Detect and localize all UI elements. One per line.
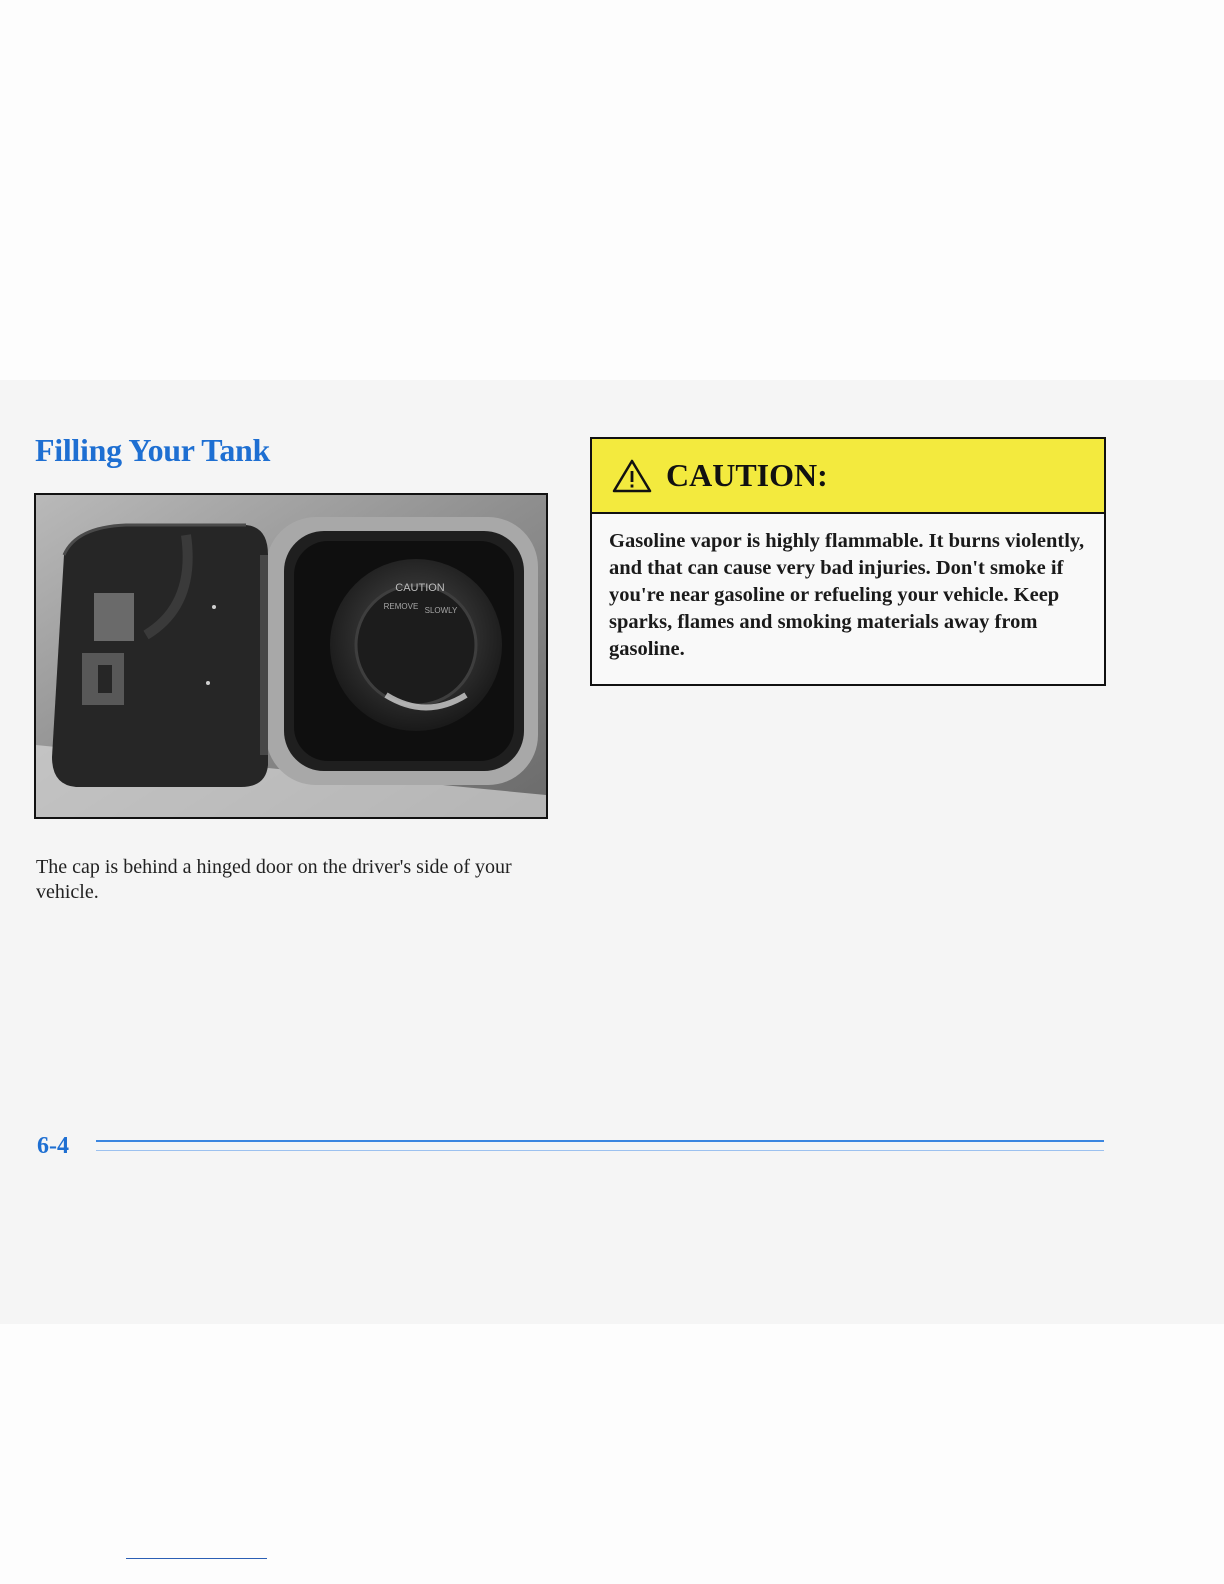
caution-text: Gasoline vapor is highly flammable. It burns violently, and that can cause very bad injuries. Don't smoke if you're near gasoline or refueling your vehicle. Keep sparks, flames and smoking materials away from gasoline.: [609, 530, 1085, 660]
body-paragraph: The cap is behind a hinged door on the driver's side of your vehicle.: [36, 856, 512, 903]
bottom-underline: [126, 1558, 267, 1559]
caution-label: CAUTION:: [666, 457, 828, 493]
cap-remove-label: REMOVE: [383, 602, 419, 611]
caution-header: [592, 439, 1104, 514]
page-number: 6-4: [37, 1133, 69, 1159]
fuel-door-photo: [34, 493, 548, 819]
caution-box: [590, 437, 1106, 686]
cap-caution-label: CAUTION: [395, 582, 445, 594]
footer-rule-thin: [96, 1150, 1104, 1151]
warning-triangle-icon: [612, 459, 652, 493]
footer-rule: [96, 1140, 1104, 1142]
page-title: Filling Your Tank: [35, 432, 271, 468]
cap-slowly-label: SLOWLY: [424, 606, 458, 615]
